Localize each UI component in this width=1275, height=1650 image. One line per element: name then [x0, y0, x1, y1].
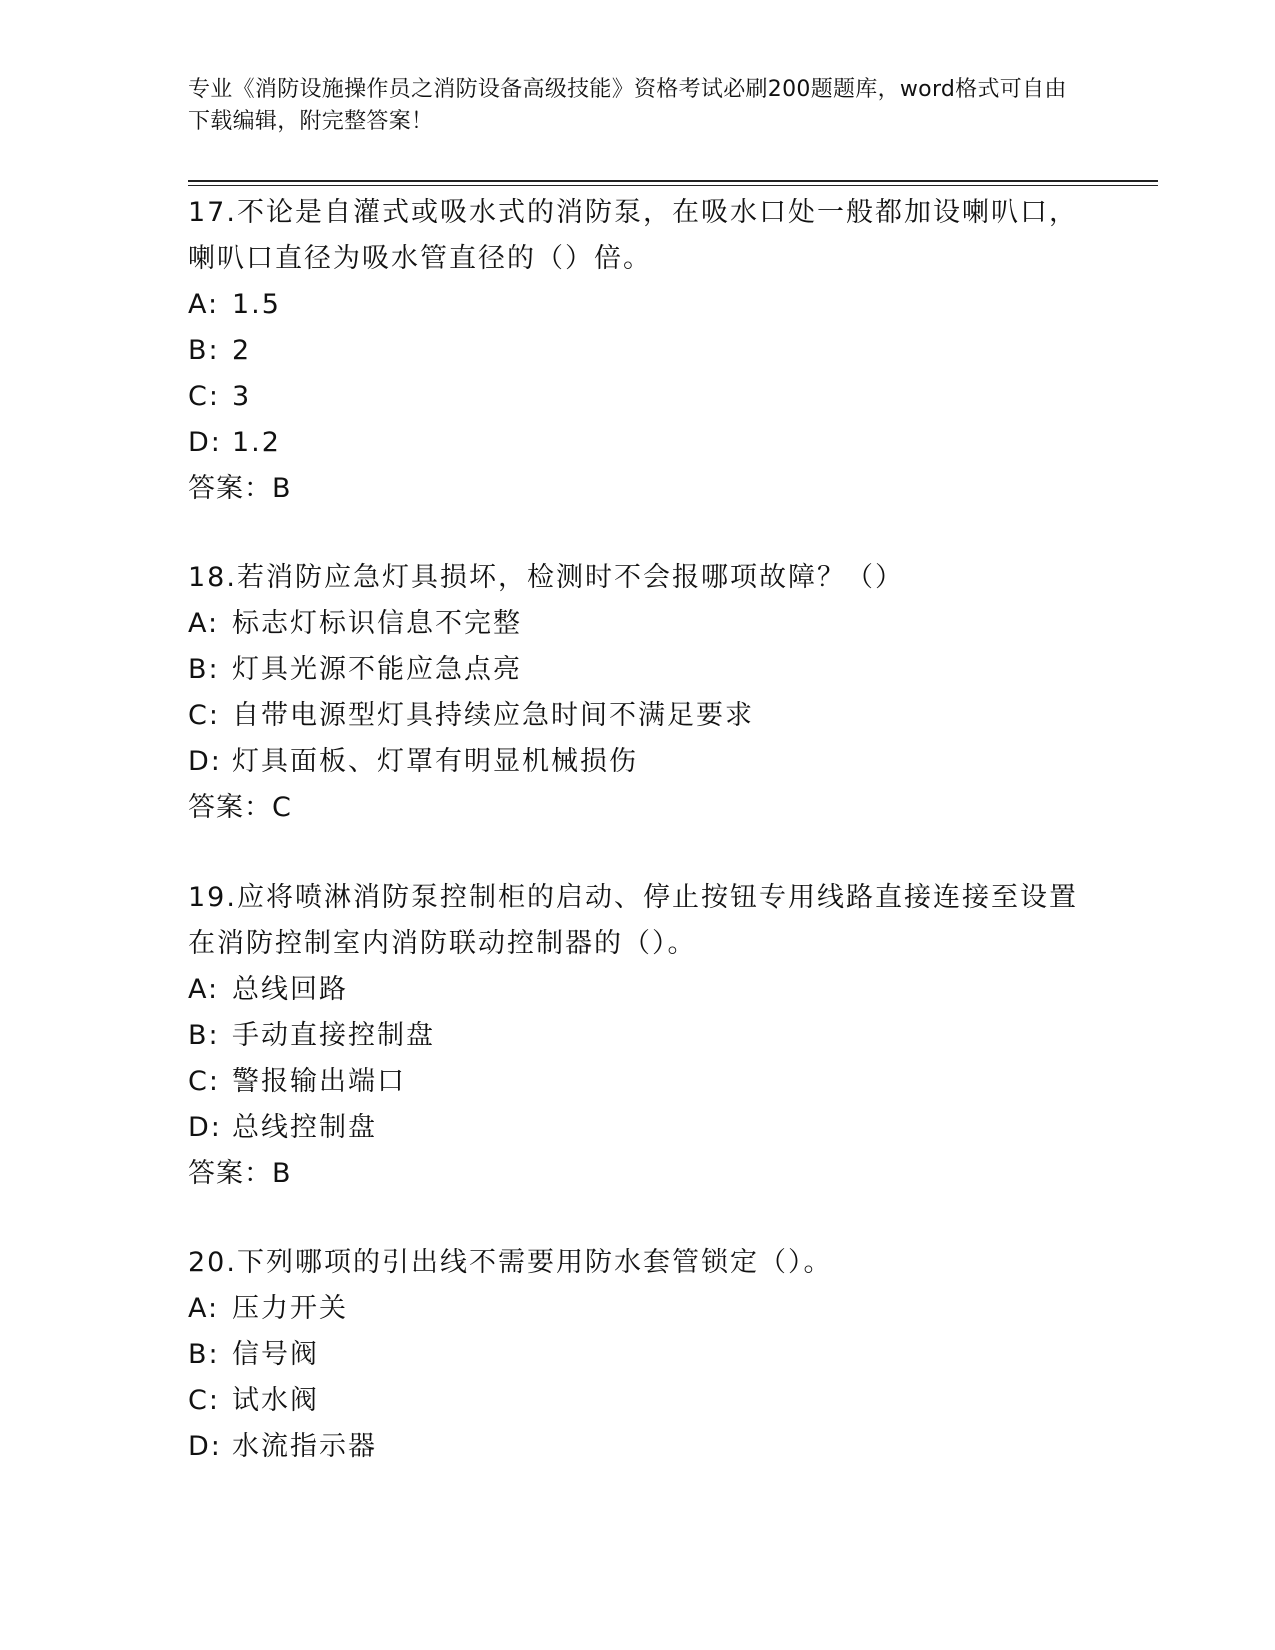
header-divider	[188, 180, 1158, 182]
option-letter: B:	[188, 1339, 220, 1370]
option-letter: A:	[188, 974, 220, 1005]
header-divider-thin	[188, 185, 1158, 186]
question-stem: 19.应将喷淋消防泵控制柜的启动、停止按钮专用线路直接连接至设置在消防控制室内消防联动控制器的（）。	[188, 882, 1078, 959]
option-letter: D:	[188, 746, 222, 777]
option-text: 1.2	[232, 427, 281, 458]
option-letter: C:	[188, 381, 220, 412]
option-a	[188, 282, 1148, 328]
option-letter: C:	[188, 1385, 220, 1416]
option-letter: D:	[188, 1431, 222, 1462]
option-text: 水流指示器	[232, 1431, 377, 1462]
option-c	[188, 693, 1148, 739]
option-letter: B:	[188, 1020, 220, 1051]
option-a	[188, 1286, 1148, 1332]
option-text: 总线控制盘	[232, 1112, 377, 1143]
option-c	[188, 1059, 1148, 1105]
option-text: 试水阀	[232, 1385, 319, 1416]
question-stem: 18.若消防应急灯具损坏，检测时不会报哪项故障？（）	[188, 562, 904, 593]
option-d	[188, 739, 1148, 785]
option-c	[188, 374, 1148, 420]
option-b	[188, 647, 1148, 693]
option-b	[188, 328, 1148, 374]
option-d	[188, 1424, 1148, 1470]
document-page	[188, 0, 1188, 1650]
option-letter: B:	[188, 335, 220, 366]
option-text: 手动直接控制盘	[232, 1020, 435, 1051]
question-17	[188, 190, 1148, 512]
answer-line: 答案：C	[188, 792, 292, 823]
option-letter: C:	[188, 700, 220, 731]
question-19	[188, 875, 1148, 1197]
option-b	[188, 1013, 1148, 1059]
option-a	[188, 967, 1148, 1013]
option-a	[188, 601, 1148, 647]
question-stem: 17.不论是自灌式或吸水式的消防泵，在吸水口处一般都加设喇叭口，喇叭口直径为吸水管直径的（）倍。	[188, 197, 1078, 274]
option-text: 灯具光源不能应急点亮	[232, 654, 522, 685]
option-letter: A:	[188, 1293, 220, 1324]
option-text: 2	[232, 335, 252, 366]
option-text: 压力开关	[232, 1293, 348, 1324]
option-text: 总线回路	[232, 974, 348, 1005]
option-d	[188, 1105, 1148, 1151]
option-letter: A:	[188, 289, 220, 320]
option-text: 自带电源型灯具持续应急时间不满足要求	[232, 700, 754, 731]
option-text: 标志灯标识信息不完整	[232, 608, 522, 639]
question-20	[188, 1240, 1148, 1470]
answer-line: 答案：B	[188, 1158, 292, 1189]
option-text: 1.5	[232, 289, 281, 320]
answer-line: 答案：B	[188, 473, 292, 504]
option-letter: C:	[188, 1066, 220, 1097]
option-d	[188, 420, 1148, 466]
option-letter: A:	[188, 608, 220, 639]
option-text: 灯具面板、灯罩有明显机械损伤	[232, 746, 638, 777]
option-text: 信号阀	[232, 1339, 319, 1370]
option-letter: D:	[188, 427, 222, 458]
option-letter: B:	[188, 654, 220, 685]
option-letter: D:	[188, 1112, 222, 1143]
question-stem: 20.下列哪项的引出线不需要用防水套管锁定（）。	[188, 1247, 833, 1278]
option-b	[188, 1332, 1148, 1378]
option-text: 警报输出端口	[232, 1066, 406, 1097]
question-18	[188, 555, 1148, 831]
option-c	[188, 1378, 1148, 1424]
option-text: 3	[232, 381, 252, 412]
document-header: 专业《消防设施操作员之消防设备高级技能》资格考试必刷200题题库，word格式可自由下载编辑，附完整答案！	[188, 77, 1067, 134]
